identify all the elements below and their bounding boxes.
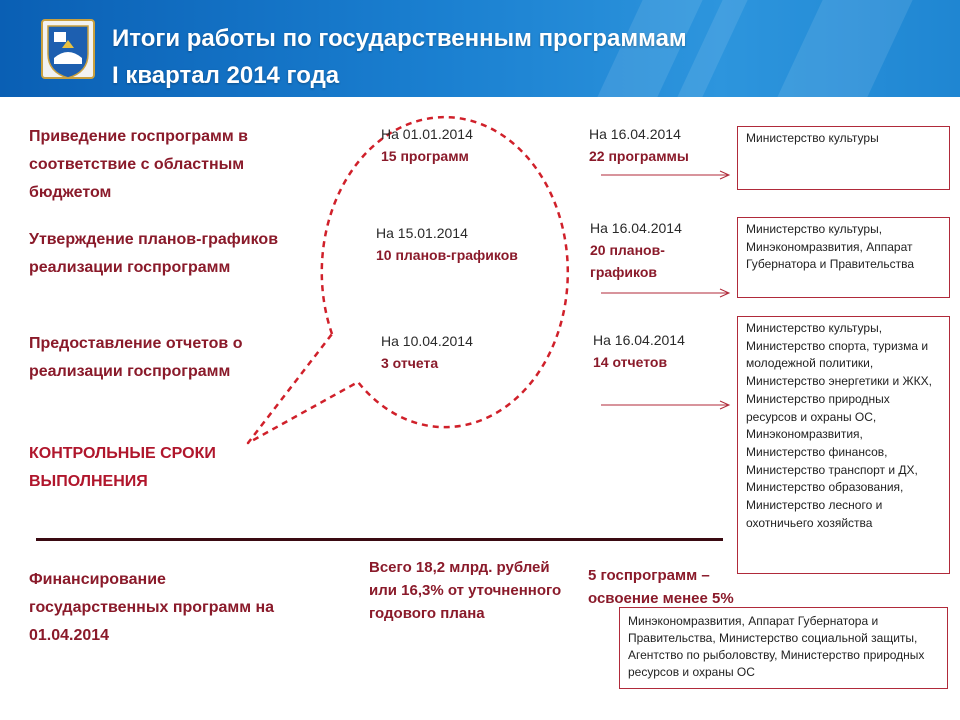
page-title: Итоги работы по государственным программам: [112, 25, 687, 52]
date-cell: [593, 329, 685, 373]
date-cell: [590, 217, 710, 283]
date-label: На 16.04.2014: [593, 332, 685, 348]
date-label: На 16.04.2014: [589, 126, 681, 142]
financing-total: Всего 18,2 млрд. рублей или 16,3% от уточненного годового плана: [369, 559, 562, 622]
date-label: На 10.04.2014: [381, 333, 473, 349]
date-value: 14 отчетов: [593, 354, 668, 370]
ministries-box: Министерство культуры, Министерство спорта, туризма и молодежной политики, Министерство энергетики и ЖКХ, Министерство природных ресурсов и охраны ОС, Минэкономразвития, Министерство финансов, Министерство транспорт и ДХ, Министерство образования, Министерство лесного и охотничьего хозяйства: [737, 316, 950, 574]
date-label: На 15.01.2014: [376, 225, 468, 241]
date-value: 22 программы: [589, 148, 689, 164]
row-label-schedules: Утверждение планов-графиков реализации госпрограмм: [29, 231, 279, 276]
ministries-box: Министерство культуры: [737, 126, 950, 190]
financing-label: Финансирование государственных программ на 01.04.2014: [29, 571, 275, 644]
financing-low-uptake: 5 госпрограмм – освоение менее 5%: [588, 567, 734, 607]
date-value: 20 планов-графиков: [590, 242, 665, 280]
row-label-alignment: Приведение госпрограмм в соответствие с областным бюджетом: [29, 128, 248, 201]
row-label-reports: Предоставление отчетов о реализации госпрограмм: [29, 335, 243, 380]
date-cell: [381, 123, 473, 167]
date-cell: [589, 123, 689, 167]
date-cell: [376, 222, 518, 266]
date-value: 3 отчета: [381, 355, 439, 371]
date-value: 10 планов-графиков: [376, 247, 518, 263]
date-value: 15 программ: [381, 148, 469, 164]
section-divider: [36, 538, 723, 541]
page-subtitle: I квартал 2014 года: [112, 62, 340, 89]
ministries-box: Минэкономразвития, Аппарат Губернатора и Правительства, Министерство социальной защиты, Агентство по рыболовству, Министерство природных ресурсов и охраны ОС: [619, 607, 948, 689]
date-label: На 16.04.2014: [590, 220, 682, 236]
control-deadlines-label: КОНТРОЛЬНЫЕ СРОКИ ВЫПОЛНЕНИЯ: [29, 445, 216, 490]
ministries-box: Министерство культуры, Минэкономразвития, Аппарат Губернатора и Правительства: [737, 217, 950, 298]
date-label: На 01.01.2014: [381, 126, 473, 142]
date-cell: [381, 330, 473, 374]
